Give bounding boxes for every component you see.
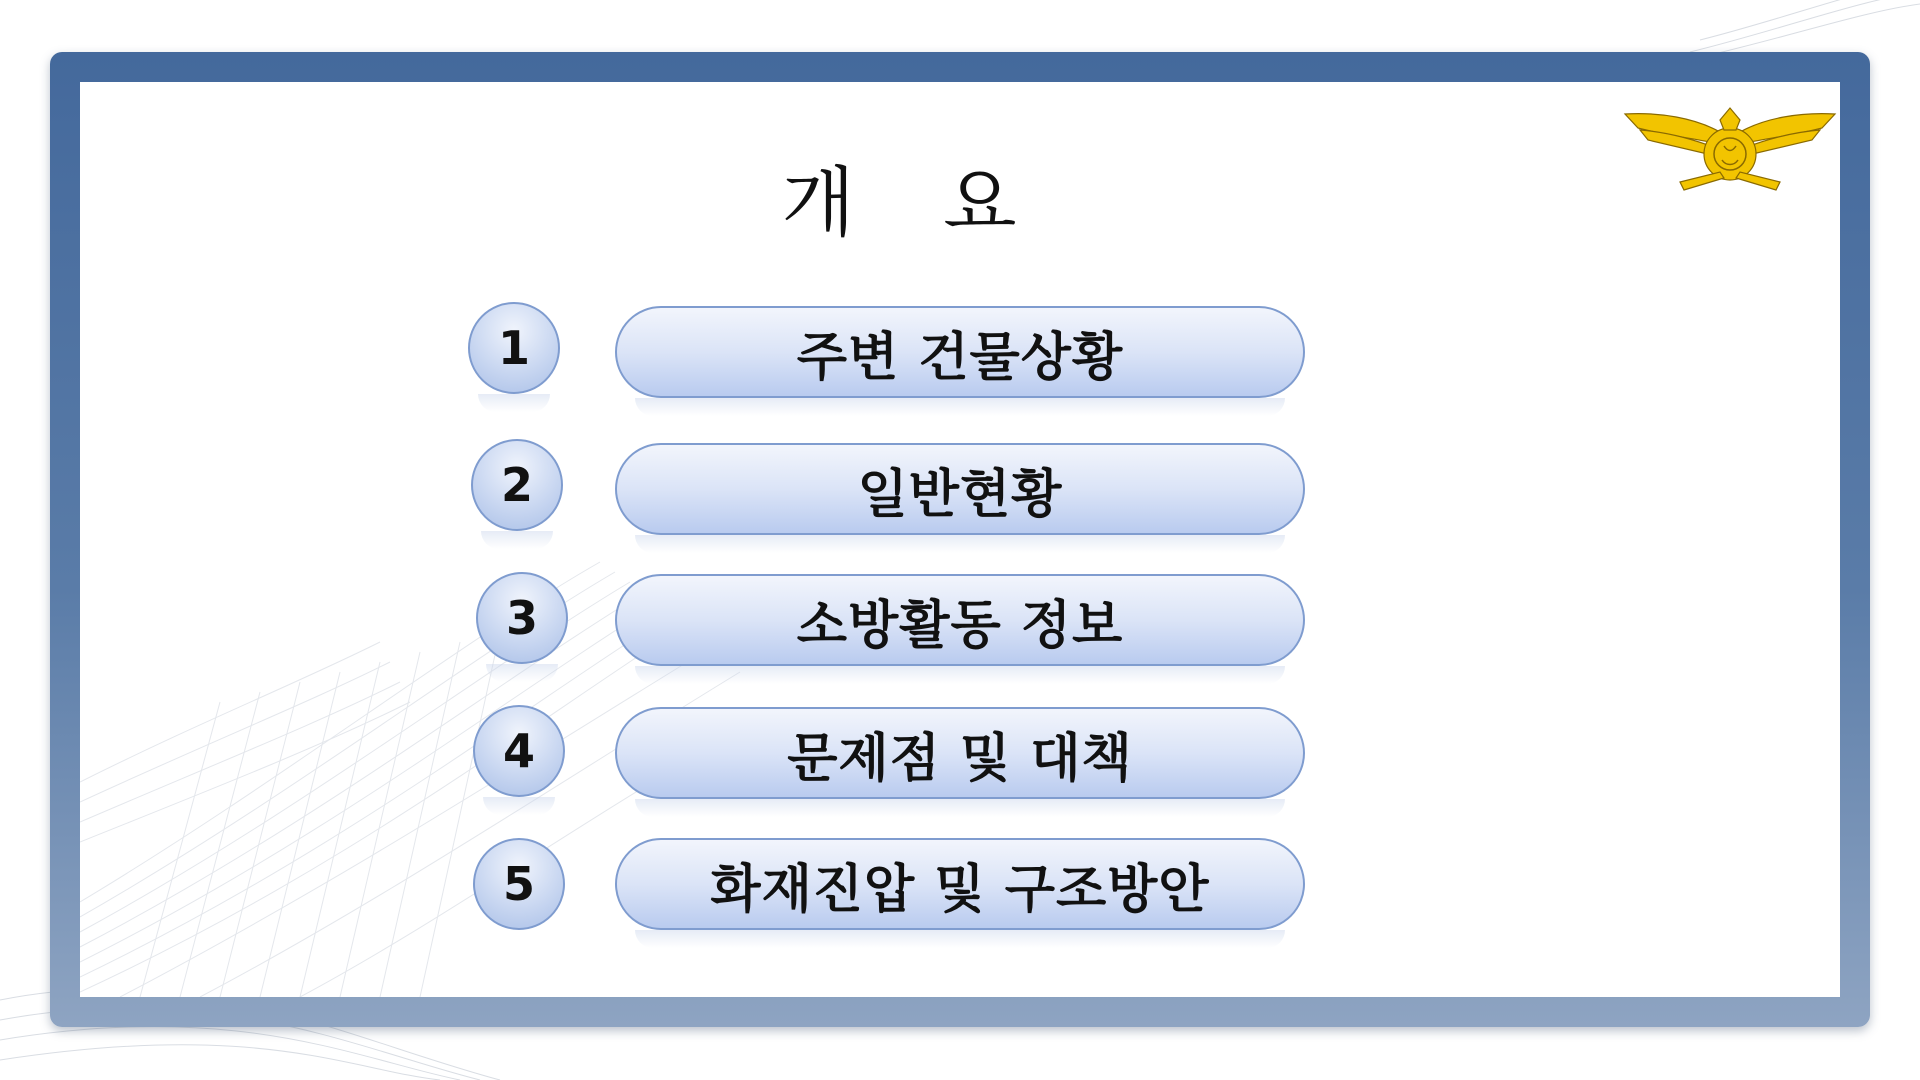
- agenda-item-label[interactable]: 일반현황: [615, 443, 1305, 535]
- agenda-number-badge: 3: [476, 572, 568, 664]
- slide-content-panel: [80, 82, 1840, 997]
- agenda-number-badge: 2: [471, 439, 563, 531]
- pill-reflection: [635, 666, 1285, 684]
- pill-reflection: [635, 799, 1285, 817]
- circle-reflection: [481, 531, 553, 549]
- agenda-item[interactable]: [80, 572, 1840, 672]
- agenda-number-badge: 5: [473, 838, 565, 930]
- agenda-item[interactable]: [80, 439, 1840, 539]
- agenda-item-label[interactable]: 화재진압 및 구조방안: [615, 838, 1305, 930]
- agenda-item-label[interactable]: 소방활동 정보: [615, 574, 1305, 666]
- fire-service-eagle-emblem-icon: [1620, 102, 1840, 202]
- agenda-item[interactable]: [80, 705, 1840, 805]
- circle-reflection: [486, 664, 558, 682]
- pill-reflection: [635, 535, 1285, 553]
- pill-reflection: [635, 930, 1285, 948]
- agenda-item[interactable]: [80, 302, 1840, 402]
- agenda-number-badge: 4: [473, 705, 565, 797]
- circle-reflection: [478, 394, 550, 412]
- agenda-item-label[interactable]: 주변 건물상황: [615, 306, 1305, 398]
- agenda-number-badge: 1: [468, 302, 560, 394]
- pill-reflection: [635, 398, 1285, 416]
- circle-reflection: [483, 797, 555, 815]
- agenda-item[interactable]: [80, 838, 1840, 938]
- slide-title: 개 요: [781, 158, 1019, 247]
- agenda-item-label[interactable]: 문제점 및 대책: [615, 707, 1305, 799]
